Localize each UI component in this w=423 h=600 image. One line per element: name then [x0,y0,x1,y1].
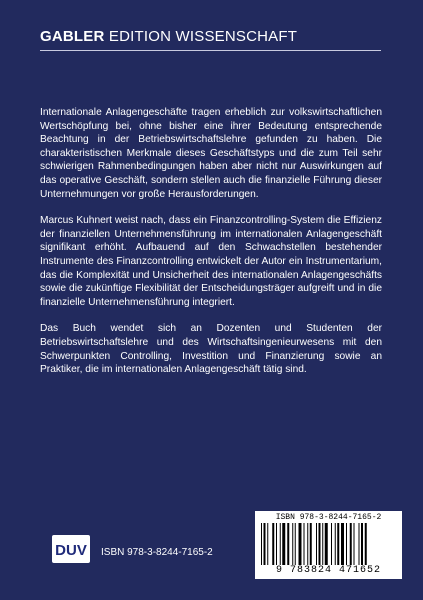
publisher-brand: GABLER [40,28,105,45]
barcode-digits: 9 783824 471652 [275,565,381,576]
blurb-paragraph-1: Internationale Anlagengeschäfte tragen erheblich zur volkswirtschaftlichen Wertschöpfung bei, ohne bisher eine ihrer Bedeutung entsprechende Beachtung in der Betriebswirtschaftslehre gefunden zu haben. Die charakteristischen Merkmale dieses Geschäftstyps und die zum Teil sehr schwierigen Rahmenbedingungen haben aber nicht nur Auswirkungen auf das operative Geschäft, sondern stellen auch die finanzielle Führung dieser Unternehmungen vor große Herausforderungen. [40,107,382,200]
duv-logo [52,535,90,563]
header-divider [40,50,381,51]
series-name: EDITION WISSENSCHAFT [108,28,298,45]
barcode-isbn-text: ISBN 978-3-8244-7165-2 [275,513,382,522]
barcode [255,511,402,579]
blurb-paragraph-2: Marcus Kuhnert weist nach, dass ein Finanzcontrolling-System die Effizienz der finanziellen Unternehmensführung im internationalen Anlagengeschäft signifikant erhöht. Aufbauend auf den Schwachstellen bestehender Instrumente des Finanzcontrolling entwickelt der Autor ein Instrumentarium, das die Komplexität und Unsicherheit des internationalen Anlagengeschäfts sowie die zukünftige Flexibilität der Entscheidungsträger aufgreift und in die finanzielle Unternehmensführung integriert. [40,215,382,308]
barcode-bars-icon [261,523,396,565]
blurb-paragraph-3: Das Buch wendet sich an Dozenten und Studenten der Betriebswirtschaftslehre und des Wirtschaftsingenieurwesens mit den Schwerpunkten Controlling, Investition und Finanzierung sowie an Praktiker, die im internationalen Anlagengeschäft tätig sind. [40,323,382,376]
series-header [40,28,396,45]
blurb [40,106,382,390]
duv-logo-icon [54,539,88,559]
isbn-label: ISBN 978-3-8244-7165-2 [101,547,213,558]
duv-logo-text: DUV [55,542,87,559]
